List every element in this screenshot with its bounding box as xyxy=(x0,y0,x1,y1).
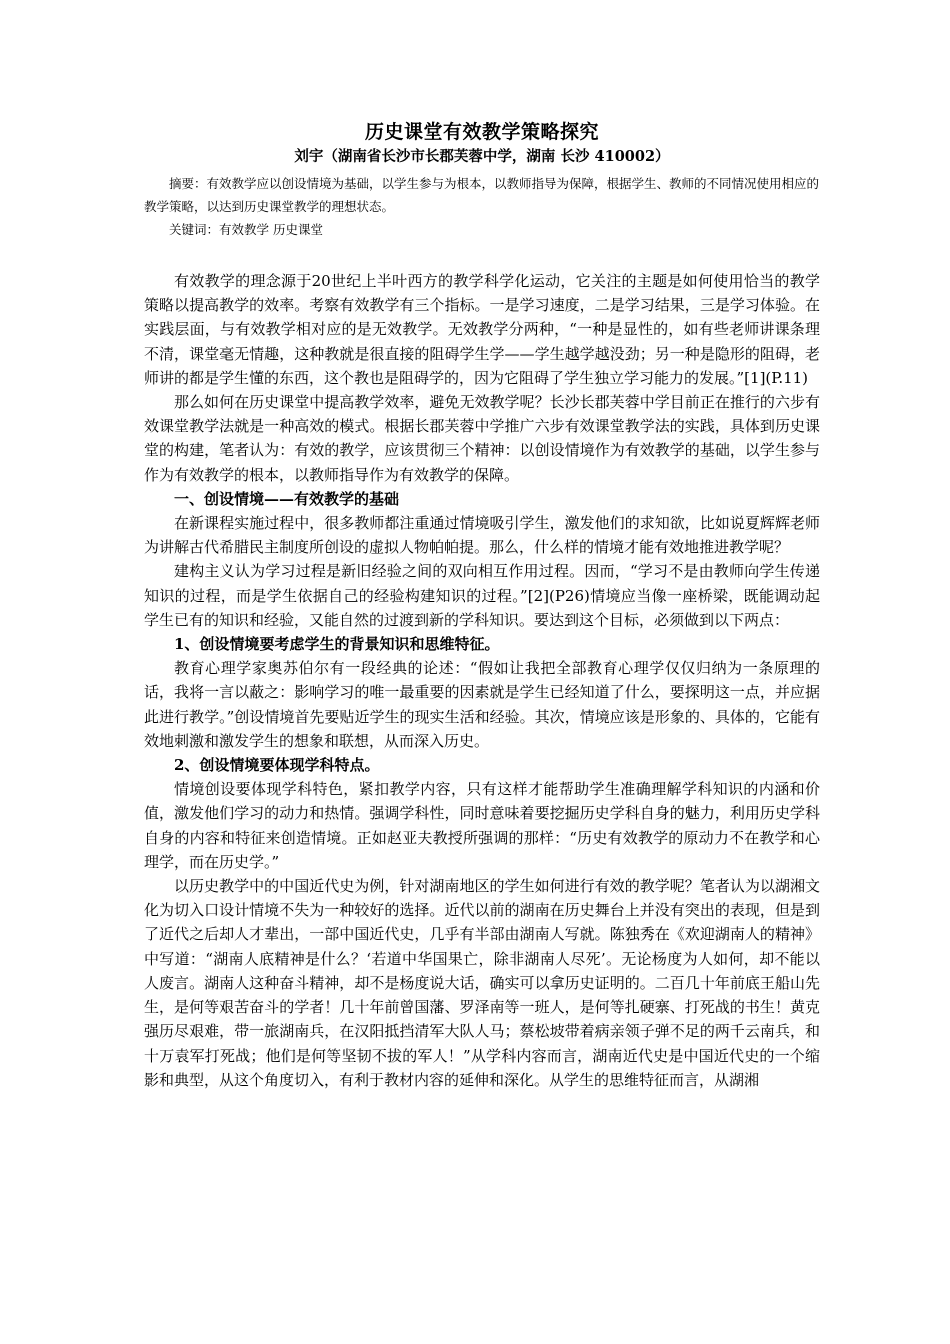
paragraph-hunan-example: 以历史教学中的中国近代史为例，针对湖南地区的学生如何进行有效的教学呢？笔者认为以湖湘文化为切入口设计情境不失为一种较好的选择。近代以前的湖南在历史舞台上并没有突出的表现，但是到了近代之后却人才辈出，一部中国近代史，几乎有半部由湖南人写就。陈独秀在《欢迎湖南人的精神》中写道：“湖南人底精神是什么？‘若道中华国果亡，除非湖南人尽死’。无论杨度为人如何，却不能以人废言。湖南人这种奋斗精神，却不是杨度说大话，确实可以拿历史证明的。二百几十年前底王船山先生，是何等艰苦奋斗的学者！几十年前曾国藩、罗泽南等一班人，是何等扎硬寨、打死战的书生！黄克强历尽艰难，带一旅湖南兵，在汉阳抵挡清军大队人马；蔡松坡带着病亲领子弹不足的两千云南兵，和十万袁军打死战；他们是何等坚韧不拔的军人！”从学科内容而言，湖南近代史是中国近代史的一个缩影和典型，从这个角度切入，有利于教材内容的延伸和深化。从学生的思维特征而言，从湖湘 xyxy=(144,877,820,1089)
paragraph-question: 那么如何在历史课堂中提高教学效率，避免无效教学呢？长沙长郡芙蓉中学目前正在推行的六步有效课堂教学法就是一种高效的模式。根据长郡芙蓉中学推广六步有效课堂教学法的实践，具体到历史课堂的构建，笔者认为：有效的教学，应该贯彻三个精神：以创设情境作为有效教学的基础，以学生参与作为有效教学的根本，以教师指导作为有效教学的保障。 xyxy=(144,393,820,484)
abstract: 摘要：有效教学应以创设情境为基础，以学生参与为根本，以教师指导为保障，根据学生、教师的不同情况使用相应的教学策略，以达到历史课堂教学的理想状态。 xyxy=(144,176,820,214)
keywords: 关键词：有效教学 历史课堂 xyxy=(169,222,323,237)
section-heading-1: 一、创设情境——有效教学的基础 xyxy=(174,489,400,508)
paragraph-discipline: 情境创设要体现学科特色，紧扣教学内容，只有这样才能帮助学生准确理解学科知识的内涵和价值，激发他们学习的动力和热情。强调学科性，同时意味着要挖掘历史学科自身的魅力，利用历史学科自身的内容和特征来创造情境。正如赵亚夫教授所强调的那样：“历史有效教学的原动力不在教学和心理学，而在历史学。” xyxy=(144,780,820,871)
document-page xyxy=(144,118,820,1092)
paragraph-intro: 有效教学的理念源于20世纪上半叶西方的教学科学化运动，它关注的主题是如何使用恰当的教学策略以提高教学的效率。考察有效教学有三个指标。一是学习速度，二是学习结果，三是学习体验。在实践层面，与有效教学相对应的是无效教学。无效教学分两种，“一种是显性的，如有些老师讲课条理不清，课堂毫无情趣，这种教就是很直接的阻碍学生学——学生越学越没劲；另一种是隐形的阻碍，老师讲的都是学生懂的东西，这个教也是阻碍学的，因为它阻碍了学生独立学习能力的发展。”[1](P.11) xyxy=(144,272,820,387)
paragraph-ausubel: 教育心理学家奥苏伯尔有一段经典的论述：“假如让我把全部教育心理学仅仅归纳为一条原理的话，我将一言以蔽之：影响学习的唯一最重要的因素就是学生已经知道了什么，要探明这一点，并应据此进行教学。”创设情境首先要贴近学生的现实生活和经验。其次，情境应该是形象的、具体的，它能有效地刺激和激发学生的想象和联想，从而深入历史。 xyxy=(144,659,820,750)
author-line: 刘宇（湖南省长沙市长郡芙蓉中学，湖南 长沙 410002） xyxy=(294,148,670,165)
subheading-2: 2、创设情境要体现学科特点。 xyxy=(174,756,380,775)
document-title: 历史课堂有效教学策略探究 xyxy=(364,121,599,143)
paragraph-constructivism: 建构主义认为学习过程是新旧经验之间的双向相互作用过程。因而，“学习不是由教师向学生传递知识的过程，而是学生依据自己的经验构建知识的过程。”[2](P26)情境应当像一座桥梁，既能调动起学生已有的知识和经验，又能自然的过渡到新的学科知识。要达到这个目标，必须做到以下两点： xyxy=(144,562,820,629)
subheading-1: 1、创设情境要考虑学生的背景知识和思维特征。 xyxy=(174,635,500,654)
paragraph-situation: 在新课程实施过程中，很多教师都注重通过情境吸引学生，激发他们的求知欲，比如说夏辉辉老师为讲解古代希腊民主制度所创设的虚拟人物帕帕提。那么，什么样的情境才能有效地推进教学呢？ xyxy=(144,514,820,557)
